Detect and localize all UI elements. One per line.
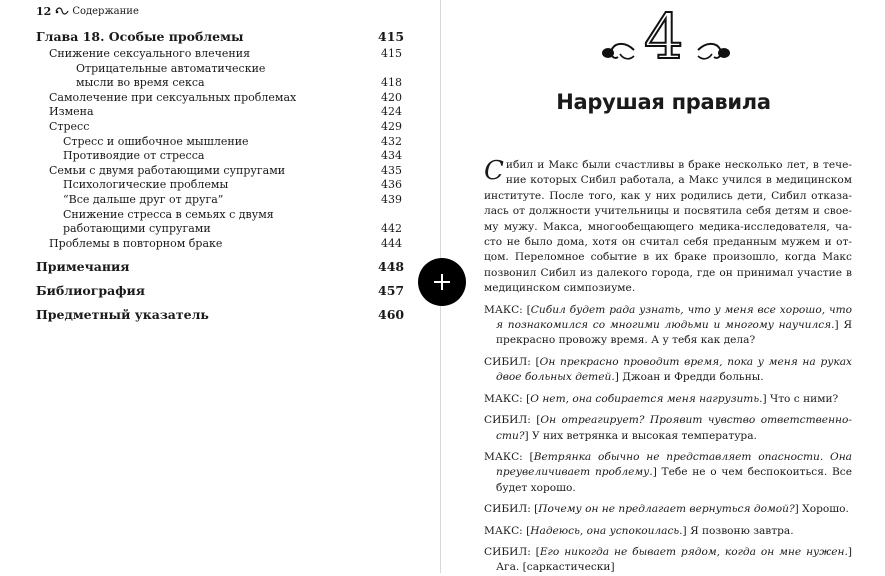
left-page [0, 0, 441, 573]
toc-entry-page: 424 [381, 105, 402, 119]
dialogue-speaker: СИБИЛ: [484, 414, 531, 427]
plus-icon [433, 273, 451, 291]
toc-entry[interactable] [36, 120, 402, 135]
dialogue-speech: Джоан и Фредди больны. [622, 371, 764, 384]
dialogue-speaker: МАКС: [484, 524, 523, 537]
dialogue-line: СИБИЛ: [Он прекрасно проводит время, пока у меня на руках двое больных детей.] Джоан и Фредди больны. [484, 355, 852, 384]
toc-entry-page: 442 [381, 222, 402, 236]
toc-entry-title: Снижение сексуального влечения [49, 47, 251, 60]
dialogue-line: МАКС: [Сибил будет рада узнать, что у меня все хорошо, что я познакомился со многими людьми и многому научился.] Я прекрасно провожу время. А у тебя как дела? [484, 303, 852, 347]
toc-entry-page: 415 [381, 47, 402, 60]
toc-entry-page: 434 [381, 149, 402, 163]
toc-entry-title: Психологические проблемы [63, 178, 229, 192]
dialogue-speaker: МАКС: [484, 303, 523, 316]
dialogue-speech: У них ветрянка и высокая температура. [532, 429, 757, 442]
dialogue-speech: Хорошо. [802, 503, 849, 516]
running-head [36, 5, 139, 18]
chapter-body [484, 158, 852, 576]
chapter-number: 4 [644, 0, 684, 73]
dialogue-speaker: МАКС: [484, 450, 523, 463]
toc-entry[interactable] [36, 222, 402, 237]
toc-entry[interactable] [36, 307, 405, 323]
dialogue-line: СИБИЛ: [Его никогда не бывает рядом, когда он мне нужен.] Ага. [саркастически] [484, 545, 852, 574]
dialogue-speaker: СИБИЛ: [484, 545, 531, 558]
toc-entry-page: 457 [378, 283, 405, 299]
table-of-contents [36, 29, 405, 323]
dialogue-speech: Я прекрасно провожу время. А у тебя как дела? [496, 319, 852, 347]
toc-entry[interactable] [36, 164, 402, 179]
toc-entry-page: 432 [381, 134, 402, 148]
toc-entry[interactable] [36, 62, 402, 77]
dialogue-line: СИБИЛ: [Почему он не предлагает вернуться домой?] Хорошо. [484, 503, 849, 516]
toc-entry-page: 436 [381, 178, 402, 192]
dialogue-thought: Его никогда не бывает рядом, когда он мне нужен. [539, 545, 848, 558]
toc-entry-page: 435 [381, 163, 402, 177]
page-number: 12 [36, 5, 52, 18]
dialogue-speaker: СИБИЛ: [484, 355, 531, 368]
toc-entry-title: Снижение стресса в семьях с двумя [63, 207, 274, 221]
toc-entry-title: Измена [49, 105, 94, 119]
dialogue-speaker: МАКС: [484, 392, 523, 405]
chapter-title: Нарушая правила [556, 90, 771, 114]
toc-entry-title: Отрицательные автоматические [76, 61, 266, 75]
toc-entry-title: Примечания [36, 259, 130, 275]
toc-entry[interactable] [36, 76, 402, 91]
toc-entry[interactable] [36, 283, 405, 299]
toc-entry-title: мысли во время секса [76, 76, 205, 90]
toc-entry[interactable] [36, 178, 402, 193]
toc-entry-page: 460 [378, 307, 405, 323]
toc-entry-page: 444 [381, 236, 402, 250]
toc-entry-page: 429 [381, 119, 402, 133]
intro-paragraph [484, 158, 852, 297]
dialogue [484, 303, 852, 576]
toc-entry[interactable] [36, 47, 402, 62]
dialogue-speech: Что с ними? [770, 392, 839, 405]
toc-entry-title: Стресс и ошибочное мышление [63, 134, 249, 148]
dialogue-thought: О нет, она собирается меня нагрузить. [530, 392, 763, 405]
toc-entry[interactable] [36, 193, 402, 208]
dialogue-speaker: СИБИЛ: [484, 503, 531, 516]
add-button[interactable] [418, 258, 466, 306]
toc-entry[interactable] [36, 208, 402, 223]
dialogue-thought: Он прекрасно проводит время, пока у меня на руках двое больных детей. [496, 355, 852, 384]
dialogue-line: МАКС: [Надеюсь, она успокоилась.] Я позвоню завтра. [484, 524, 794, 537]
dialogue-thought: Почему он не предлагает вернуться домой? [538, 503, 795, 516]
toc-entry-title: Библиография [36, 283, 145, 299]
toc-entry-title: Семьи с двумя работающими супругами [49, 163, 286, 177]
toc-entry-title: Предметный указатель [36, 307, 209, 323]
toc-entry[interactable] [36, 105, 402, 120]
toc-entry-title: Глава 18. Особые проблемы [36, 29, 244, 44]
right-page [442, 0, 885, 573]
toc-entry[interactable] [36, 91, 402, 106]
toc-entry-title: “Все дальше друг от друга” [63, 192, 224, 206]
dialogue-thought: Ветрянка обычно не представляет опасности. Она преувеличивает проблему. [496, 450, 852, 479]
chapter-header [592, 0, 737, 76]
ornament-icon [55, 5, 69, 18]
dialogue-line: СИБИЛ: [Он отреагирует? Проявит чувство ответственности?] У них ветрянка и высокая температура. [484, 414, 852, 442]
running-head-title: Содержание [72, 6, 139, 17]
intro-text: ибил и Макс были счастливы в браке несколько лет, в течение которых Сибил работала, а Макс учился в медицинском институте. После того, как у них родились дети, Сибил отказалась от должности учительницы и посвятила себя детям и своему мужу. Макса, многообещающего медика-исследователя, часто не было дома, хотя он считал себя преданным мужем и отцом. Переломное событие в их браке произошло, когда Макс позвонил Сибил из далекого города, где он принимал участие в медицинском симпозиуме. [484, 159, 852, 295]
toc-entry-page: 418 [381, 76, 402, 90]
fleuron-right-icon [696, 40, 732, 64]
toc-entry-title: работающими супругами [63, 222, 211, 236]
toc-entry[interactable] [36, 149, 402, 164]
toc-entry-title: Стресс [49, 119, 90, 133]
dialogue-speech: Тебе не о чем беспокоиться. Все будет хорошо. [496, 466, 852, 494]
toc-entry-title: Самолечение при сексуальных проблемах [49, 90, 297, 104]
toc-entry-page: 415 [378, 29, 405, 44]
toc-entry-page: 439 [381, 192, 402, 206]
dialogue-thought: Надеюсь, она успокоилась. [530, 524, 683, 537]
toc-entry[interactable] [36, 237, 402, 252]
dialogue-thought: Сибил будет рада узнать, что у меня все хорошо, что я познакомился со многими людьми и многому научился. [496, 303, 852, 332]
toc-entry[interactable] [36, 29, 405, 45]
dialogue-line: МАКС: [О нет, она собирается меня нагрузить.] Что с ними? [484, 392, 839, 405]
toc-entry[interactable] [36, 135, 402, 150]
drop-cap: С [484, 156, 504, 186]
fleuron-left-icon [600, 40, 636, 64]
toc-entry[interactable] [36, 259, 405, 275]
dialogue-speech: Я позвоню завтра. [690, 524, 794, 537]
toc-entry-page: 448 [378, 259, 405, 275]
dialogue-line: МАКС: [Ветрянка обычно не представляет опасности. Она преувеличивает проблему.] Тебе не о чем беспокоиться. Все будет хорошо. [484, 450, 852, 494]
dialogue-thought: Он отреагирует? Проявит чувство ответственности? [496, 414, 852, 442]
toc-entry-title: Проблемы в повторном браке [49, 236, 223, 250]
dialogue-speech: Ага. [саркастически] [496, 561, 615, 574]
toc-entry-page: 420 [381, 90, 402, 104]
toc-entry-title: Противоядие от стресса [63, 149, 205, 163]
